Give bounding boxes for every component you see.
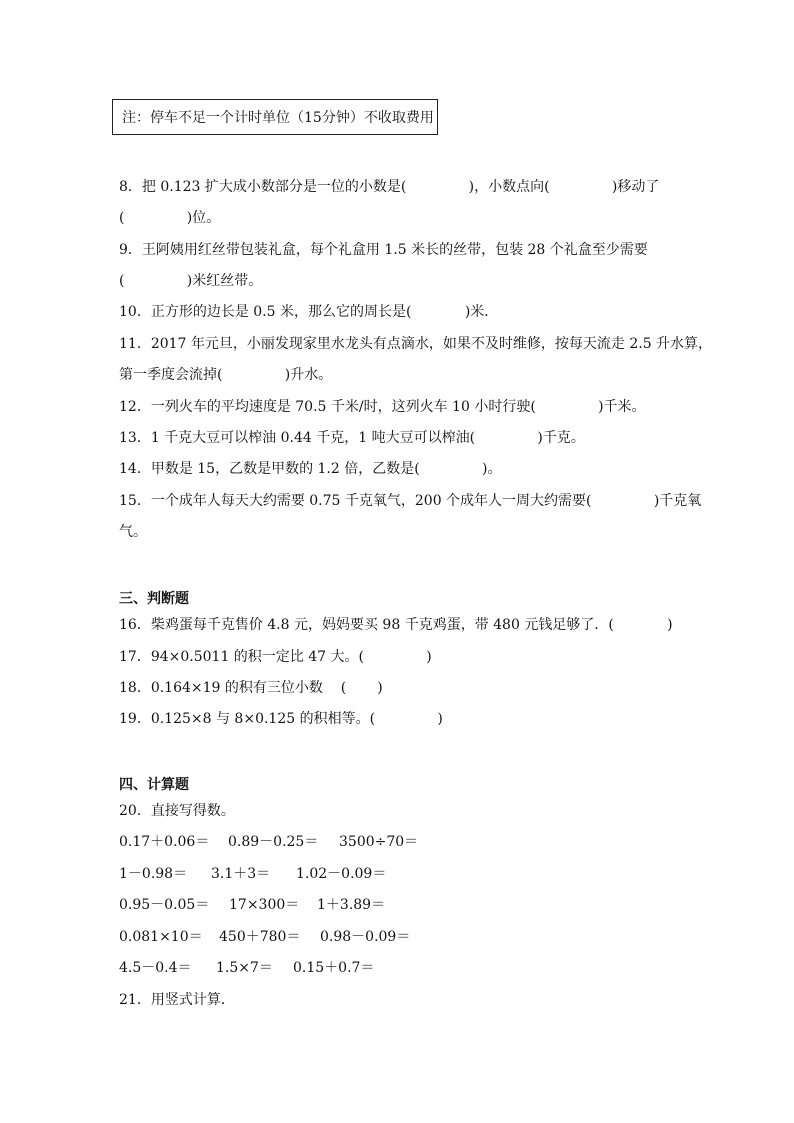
parking-note-box — [112, 99, 438, 135]
parking-note-text: 注：停车不足一个计时单位（15分钟）不收取费用 — [122, 110, 434, 126]
calc-item: 1－0.98＝ — [119, 866, 188, 882]
calc-item: 0.081×10＝ — [119, 929, 203, 945]
question-15-line-1: 15．一个成年人每天大约需要 0.75 千克氧气，200 个成年人一周大约需要( )千克氧 — [119, 493, 702, 509]
question-21: 21．用竖式计算． — [119, 992, 235, 1008]
question-18: 18．0.164×19 的积有三位小数 ( ) — [119, 680, 383, 696]
question-16: 16．柴鸡蛋每千克售价 4.8 元，妈妈要买 98 千克鸡蛋，带 480 元钱足够了．( ) — [119, 617, 673, 633]
question-19: 19．0.125×8 与 8×0.125 的积相等。( ) — [119, 711, 443, 727]
question-13: 13．1 千克大豆可以榨油 0.44 千克，1 吨大豆可以榨油( )千克。 — [119, 430, 585, 446]
calc-item: 0.15＋0.7＝ — [293, 960, 375, 976]
calc-item: 3500÷70＝ — [339, 834, 419, 850]
calc-item: 0.17＋0.06＝ — [119, 834, 210, 850]
question-11-line-2: 第一季度会流掉( )升水。 — [119, 367, 333, 383]
calc-item: 4.5－0.4＝ — [119, 960, 192, 976]
question-8-line-2: ( )位。 — [119, 210, 221, 226]
calc-item: 450＋780＝ — [219, 929, 301, 945]
calc-item: 0.98－0.09＝ — [320, 929, 411, 945]
calc-item: 1＋3.89＝ — [317, 897, 386, 913]
question-17: 17．94×0.5011 的积一定比 47 大。( ) — [119, 649, 432, 665]
calc-item: 1.5×7＝ — [216, 960, 273, 976]
question-12: 12．一列火车的平均速度是 70.5 千米/时，这列火车 10 小时行驶( )千米。 — [119, 399, 646, 415]
calc-item: 0.89－0.25＝ — [228, 834, 319, 850]
question-9-line-2: ( )米红丝带。 — [119, 273, 263, 289]
question-20: 20．直接写得数。 — [119, 803, 235, 819]
calc-item: 17×300＝ — [229, 897, 300, 913]
calc-item: 1.02－0.09＝ — [296, 866, 387, 882]
section-4-heading: 四、计算题 — [119, 777, 189, 793]
question-11-line-1: 11．2017 年元旦，小丽发现家里水龙头有点滴水，如果不及时维修，按每天流走 2.5 升水算， — [119, 336, 713, 352]
question-15-line-2: 气。 — [119, 524, 147, 540]
question-14: 14．甲数是 15，乙数是甲数的 1.2 倍，乙数是( )。 — [119, 461, 502, 477]
question-8-line-1: 8．把 0.123 扩大成小数部分是一位的小数是( )，小数点向( )移动了 — [119, 179, 660, 195]
question-9-line-1: 9．王阿姨用红丝带包装礼盒，每个礼盒用 1.5 米长的丝带，包装 28 个礼盒至少需要 — [119, 242, 648, 258]
question-10: 10．正方形的边长是 0.5 米，那么它的周长是( )米． — [119, 304, 499, 320]
calc-item: 3.1＋3＝ — [211, 866, 271, 882]
section-3-heading: 三、判断题 — [119, 591, 189, 607]
calc-item: 0.95－0.05＝ — [119, 897, 210, 913]
